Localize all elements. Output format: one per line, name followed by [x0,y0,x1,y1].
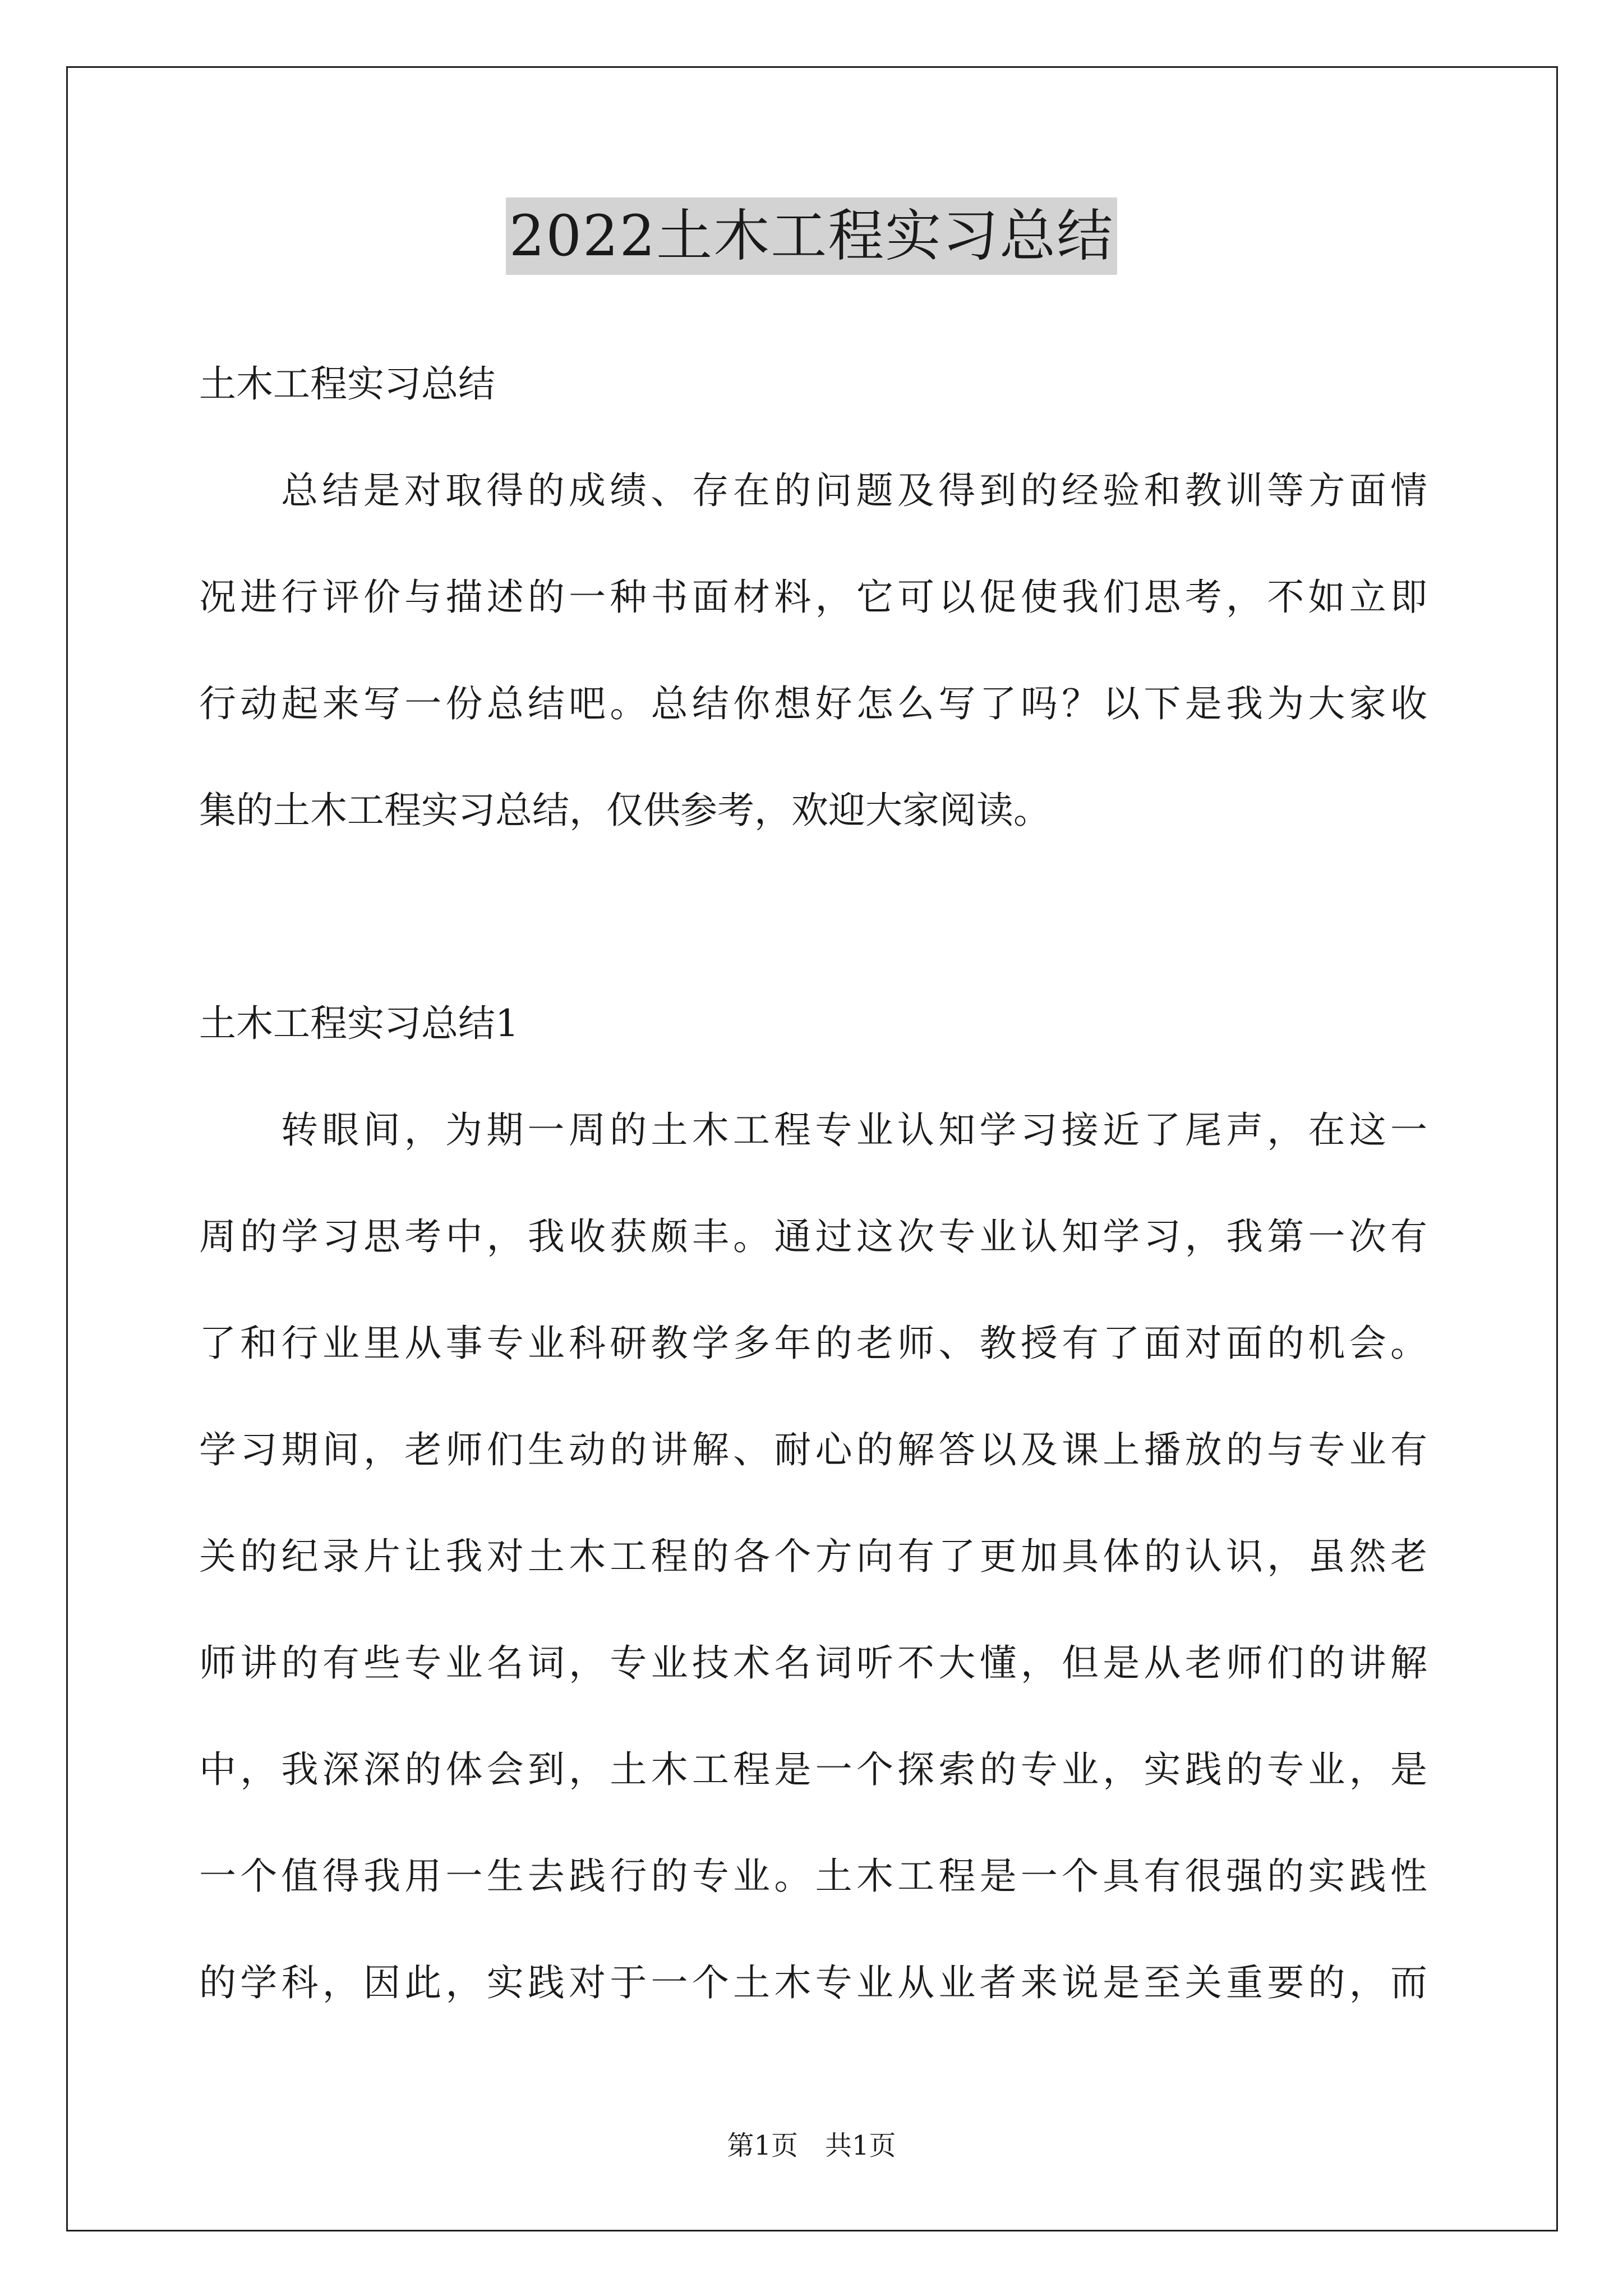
blank-line [199,864,1427,970]
paragraph-line: 师讲的有些专业名词，专业技术名词听不大懂，但是从老师们的讲解 [199,1641,1427,1685]
subtitle: 土木工程实习总结 [199,362,495,406]
paragraph-line: 周的学习思考中，我收获颇丰。通过这次专业认知学习，我第一次有 [199,1215,1427,1258]
title-container [0,197,1623,275]
page-number-footer: 第1页 共1页 [727,2130,896,2161]
paragraph-line: 关的纪录片让我对土木工程的各个方向有了更加具体的认识，虽然老 [199,1535,1427,1578]
paragraph-line: 总结是对取得的成绩、存在的问题及得到的经验和教训等方面情 [281,469,1427,512]
paragraph-line: 行动起来写一份总结吧。总结你想好怎么写了吗？以下是我为大家收 [199,682,1427,725]
paragraph-line: 学习期间，老师们生动的讲解、耐心的解答以及课上播放的与专业有 [199,1428,1427,1471]
paragraph-line: 了和行业里从事专业科研教学多年的老师、教授有了面对面的机会。 [199,1322,1427,1365]
paragraph-line: 一个值得我用一生去践行的专业。土木工程是一个具有很强的实践性 [199,1855,1427,1898]
document-title: 2022土木工程实习总结 [506,197,1118,275]
paragraph-line: 中，我深深的体会到，土木工程是一个探索的专业，实践的专业，是 [199,1748,1427,1791]
section-heading: 土木工程实习总结1 [199,1002,519,1045]
paragraph-line: 的学科，因此，实践对于一个土木专业从业者来说是至关重要的，而 [199,1961,1427,2004]
paragraph-line: 集的土木工程实习总结，仅供参考，欢迎大家阅读。 [199,789,1050,832]
paragraph-line: 况进行评价与描述的一种书面材料，它可以促使我们思考，不如立即 [199,576,1427,619]
paragraph-line: 转眼间，为期一周的土木工程专业认知学习接近了尾声，在这一 [281,1108,1427,1152]
document-body [199,331,1427,2036]
